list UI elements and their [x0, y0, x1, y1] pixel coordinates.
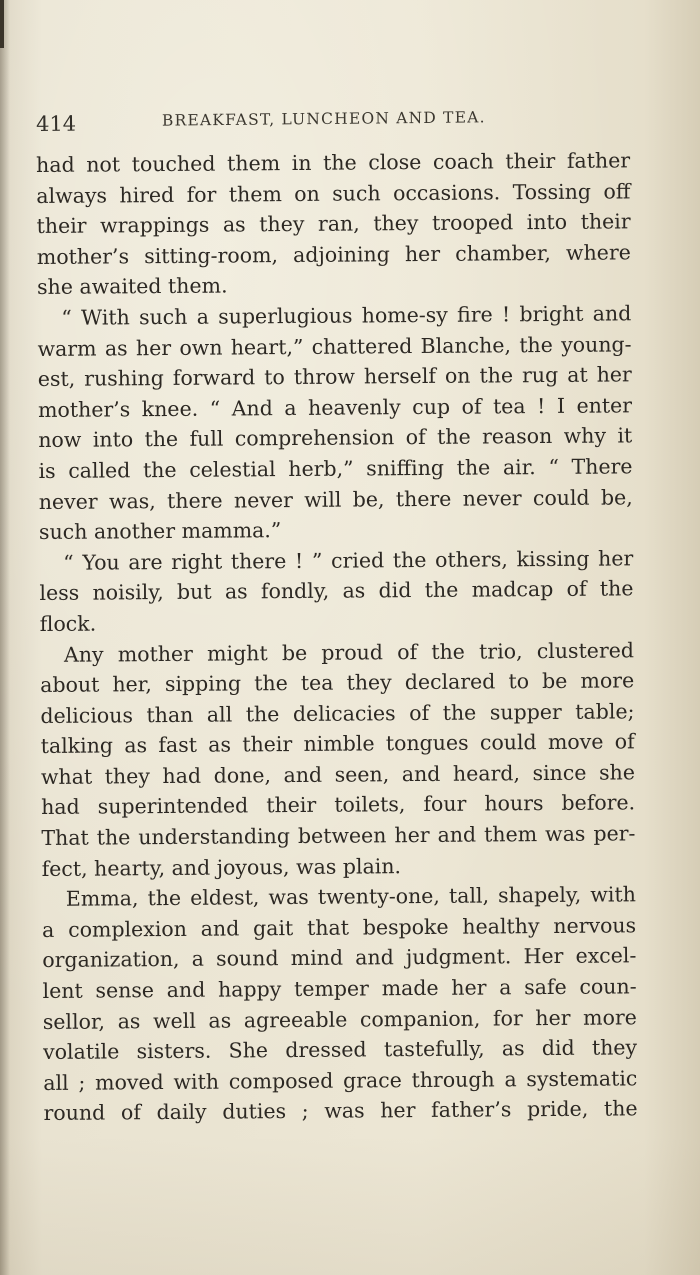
- text-line: less noisily, but as fondly, as did the madcap of the: [39, 576, 634, 606]
- text-line: their wrappings as they ran, they trooped into their: [36, 209, 631, 239]
- text-line: what they had done, and seen, and heard, since she: [40, 760, 635, 789]
- text-line: Emma, the eldest, was twenty-one, tall, shapely, with: [65, 882, 636, 912]
- text-line: such another mamma.”: [38, 518, 282, 545]
- text-line: Any mother might be proud of the trio, clustered: [63, 637, 635, 667]
- text-line: had superintended their toilets, four hours before.: [41, 790, 636, 820]
- text-line: she awaited them.: [36, 273, 228, 300]
- text-line: about her, sipping the tea they declared to be more: [40, 668, 635, 698]
- gutter-shadow: [0, 0, 10, 1275]
- text-line: mother’s knee. “ And a heavenly cup of tea ! I enter: [37, 393, 633, 422]
- text-line: warm as her own heart,” chattered Blanche, the young-: [37, 331, 632, 361]
- running-head: BREAKFAST, LUNCHEON AND TEA.: [161, 108, 486, 130]
- text-line: est, rushing forward to throw herself on the rug at her: [37, 362, 632, 392]
- text-line: had not touched them in the close coach their father: [36, 148, 631, 177]
- page-number: 414: [35, 111, 77, 136]
- text-line: delicious than all the delicacies of the supper table;: [40, 699, 635, 728]
- text-line: volatile sisters. She dressed tastefully, as did they: [42, 1035, 638, 1065]
- text-line: lent sense and happy temper made her a safe coun-: [42, 974, 637, 1004]
- text-line: always hired for them on such occasions. Tossing off: [36, 178, 631, 208]
- page-header: [36, 102, 636, 138]
- text-line: round of daily duties ; was her father’s pride, the: [43, 1096, 638, 1126]
- text-line: all ; moved with composed grace through a systematic: [43, 1066, 638, 1095]
- spine-edge: [0, 0, 4, 48]
- text-line: flock.: [39, 611, 97, 636]
- text-line: is called the celestial herb,” sniffing the air. “ There: [38, 454, 633, 483]
- text-line: mother’s sitting-room, adjoining her chamber, where: [36, 240, 631, 269]
- text-line: talking as fast as their nimble tongues could move of: [40, 729, 635, 759]
- body-text: [36, 145, 638, 1129]
- text-line: “ You are right there ! ” cried the others, kissing her: [63, 546, 634, 575]
- text-line: sellor, as well as agreeable companion, for her more: [42, 1004, 637, 1034]
- text-line: now into the full comprehension of the reason why it: [38, 423, 633, 453]
- text-line: organization, a sound mind and judgment. Her excel-: [42, 943, 637, 973]
- text-line: a complexion and gait that bespoke healthy nervous: [42, 913, 637, 942]
- text-line: That the understanding between her and them was per-: [41, 821, 636, 851]
- text-line: fect, hearty, and joyous, was plain.: [41, 853, 402, 881]
- page-shading: [0, 1135, 700, 1275]
- text-line: never was, there never will be, there never could be,: [38, 484, 633, 514]
- text-line: “ With such a superlugious home-sy fire ! bright and: [61, 301, 632, 330]
